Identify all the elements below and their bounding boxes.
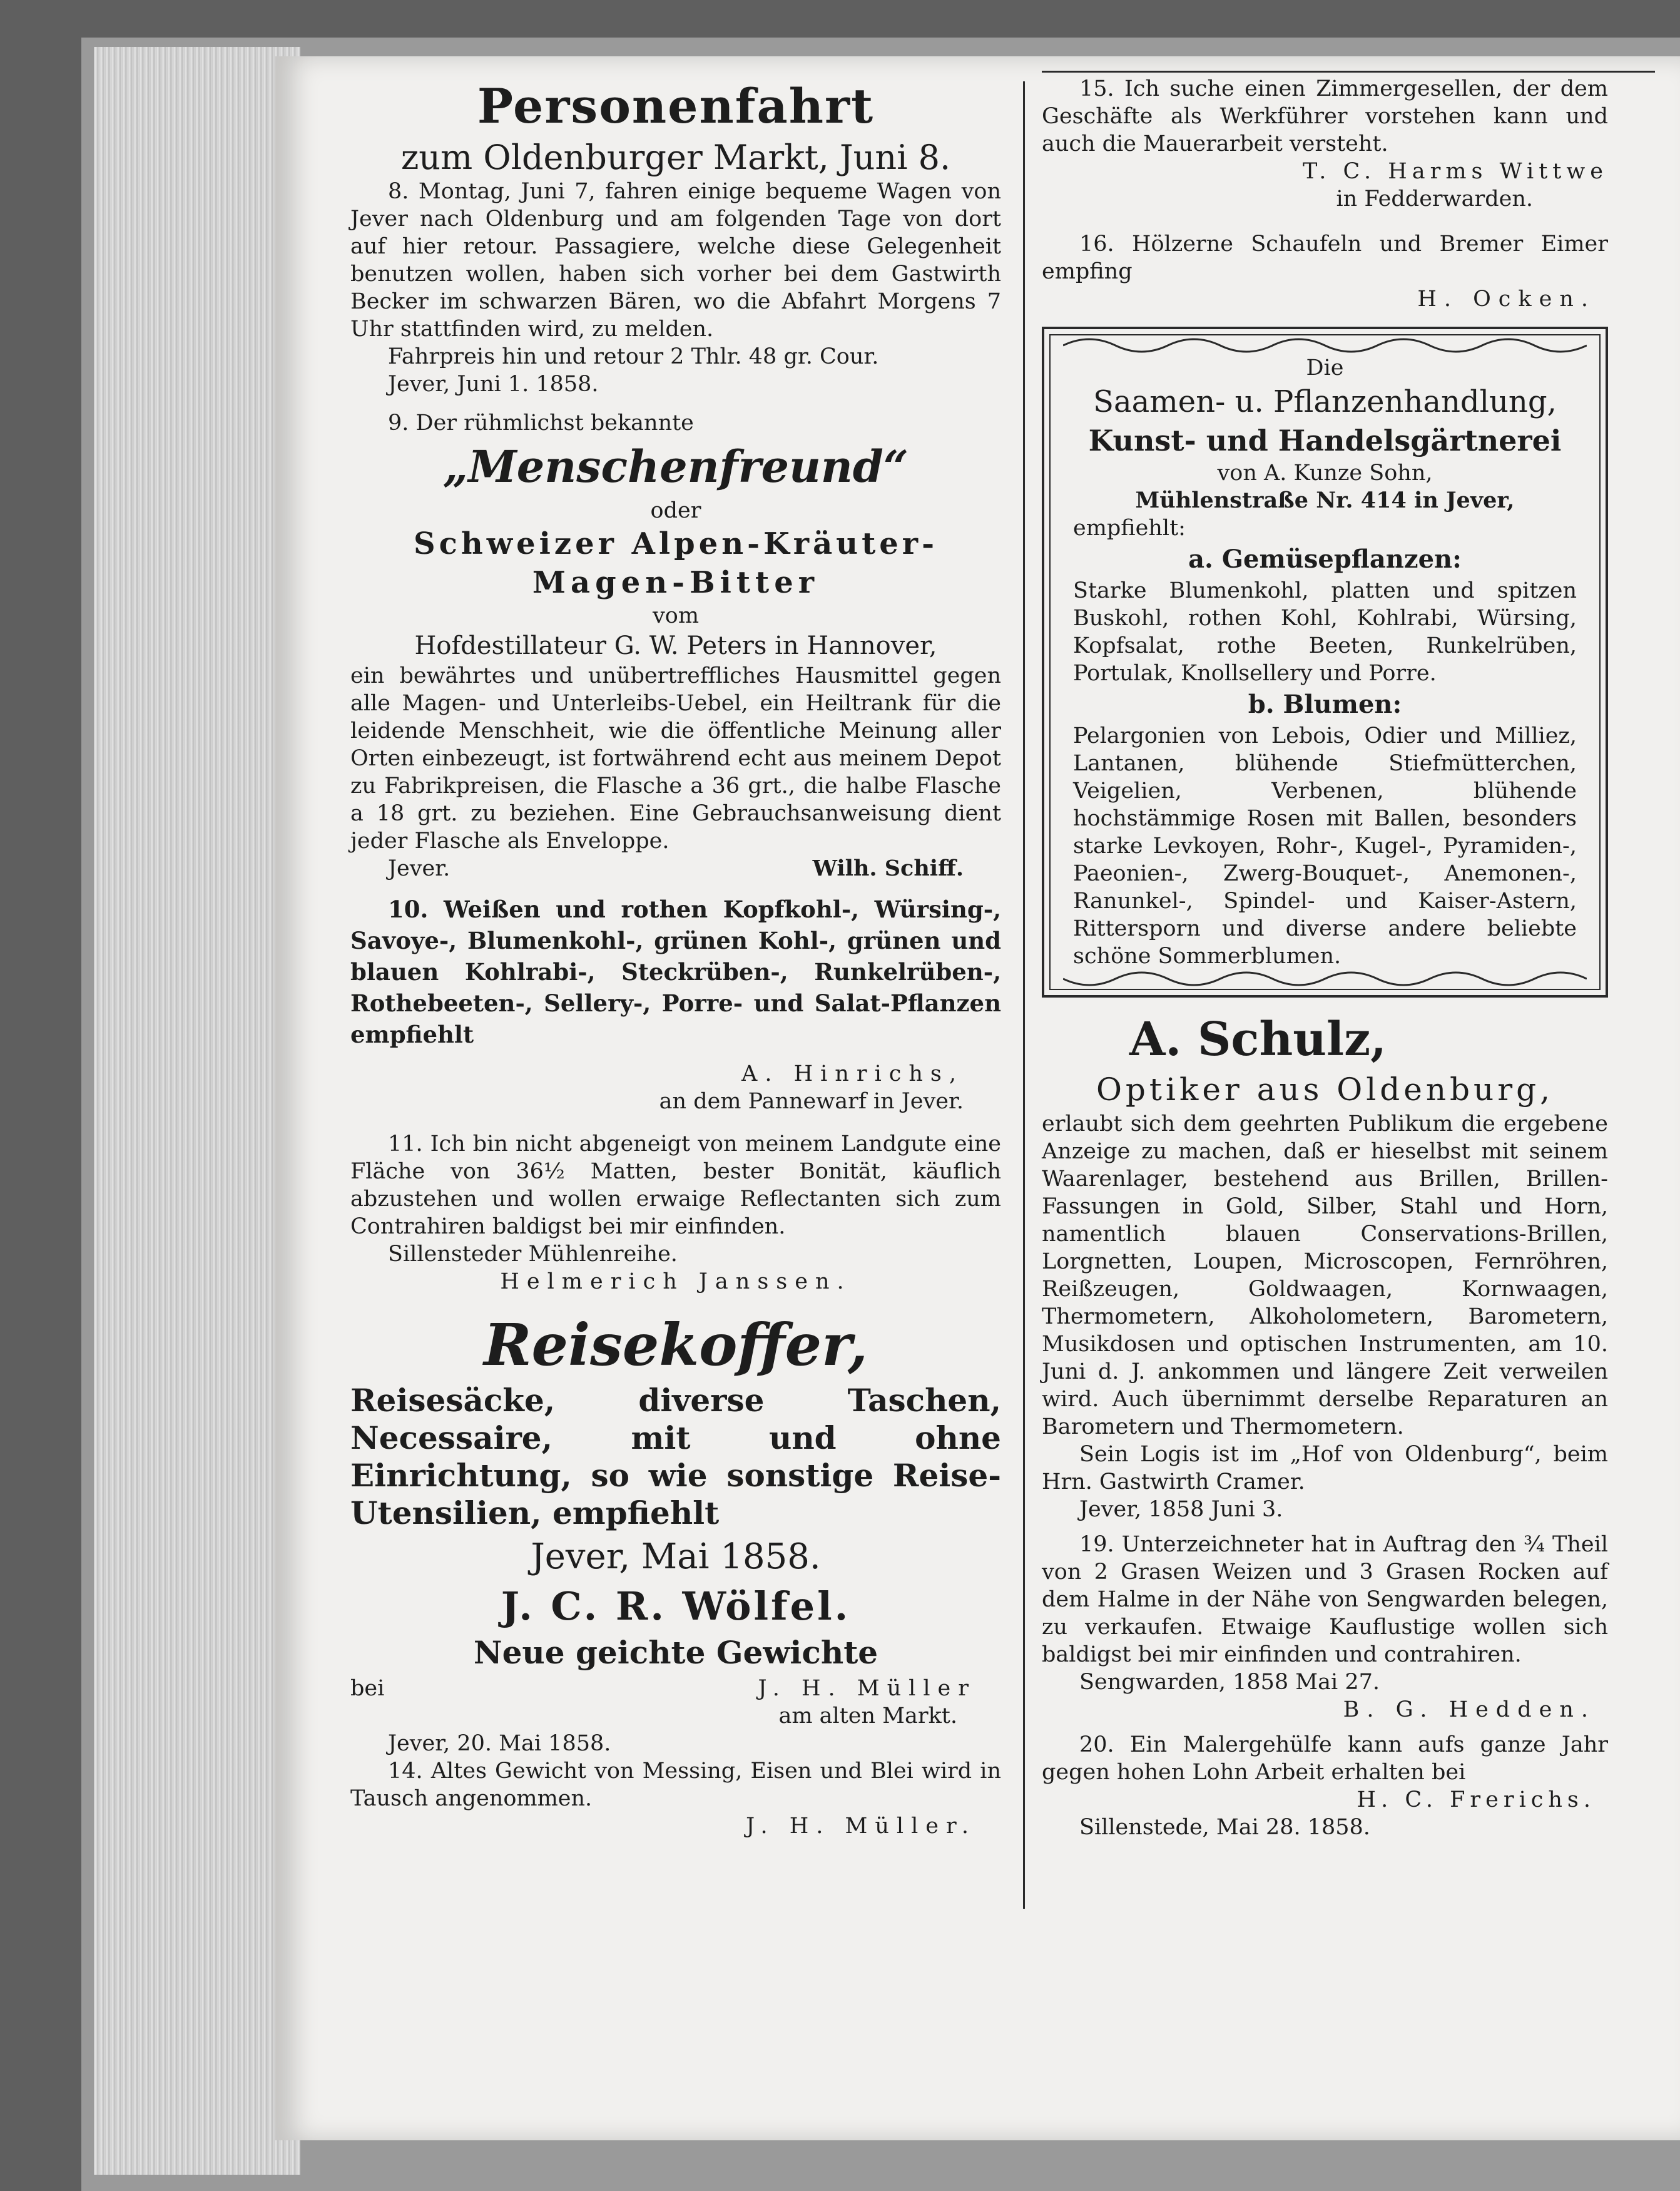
ad9-oder: oder xyxy=(650,498,701,523)
ad18-place-date: Jever, 1858 Juni 3. xyxy=(1079,1497,1283,1522)
column-top-rule xyxy=(1042,71,1655,73)
column-divider xyxy=(1023,81,1025,1909)
page-stack-edge xyxy=(94,47,300,2175)
ad13-title: Neue geichte Gewichte xyxy=(473,1634,878,1671)
ad15-address: in Fedderwarden. xyxy=(1336,186,1533,212)
ad19-body: 19. Unterzeichneter hat in Auftrag den ¾ Theil von 2 Grasen Weizen und 3 Grasen Rocken auf dem Halme in der Nähe von Sengwarden belegen, zu verkaufen. Etwaige Kauflustige wollen sich baldigst bei mir einfinden und contrahiren. xyxy=(1042,1532,1608,1667)
ad9-place: Jever. xyxy=(388,856,451,881)
ad17-address: Mühlenstraße Nr. 414 in Jever, xyxy=(1135,488,1515,513)
ad16-signature: H. Ocken. xyxy=(1417,287,1596,312)
ad18-title: A. Schulz, xyxy=(1129,1013,1387,1066)
ad12-place-date: Jever, Mai 1858. xyxy=(531,1536,821,1577)
ad11-signature: Helmerich Janssen. xyxy=(500,1269,852,1294)
ornament-bottom-icon xyxy=(1063,966,1587,991)
ad9-body: ein bewährtes und unübertreffliches Hausmittel gegen alle Magen- und Unterleibs-Uebel, ein Heiltrank für die leidende Menschheit, wie die öffentliche Meinung aller Orten einbezeugt, ist fortwährend echt aus meinem Depot zu Fabrikpreisen, die Flasche a 36 grt., die halbe Flasche a 18 grt. zu beziehen. Eine Gebrauchsanweisung dient jeder Flasche als Enveloppe. xyxy=(350,663,1001,854)
ad13-address: am alten Markt. xyxy=(778,1703,957,1729)
ad10-address: an dem Pannewarf in Jever. xyxy=(659,1089,964,1114)
ad10-body: 10. Weißen und rothen Kopfkohl-, Würsing-, Savoye-, Blumenkohl-, grünen Kohl-, grünen und blauen Kohlrabi-, Steckrüben-, Runkelrüben-, Rothebeeten-, Sellery-, Porre- und Salat-Pflanzen empfiehlt xyxy=(350,896,1001,1048)
ad8-place-date: Jever, Juni 1. 1858. xyxy=(388,372,599,397)
ad15-signature: T. C. Harms Wittwe xyxy=(1303,159,1608,184)
ad9-signature-row xyxy=(350,855,1001,882)
ad17-von: von A. Kunze Sohn, xyxy=(1217,461,1433,486)
ad9-subtitle-2: Magen-Bitter xyxy=(532,565,820,600)
ad11-place: Sillensteder Mühlenreihe. xyxy=(388,1242,678,1267)
ad9-intro: 9. Der rühmlichst bekannte xyxy=(388,411,694,436)
ad17-title-1: Saamen- u. Pflanzenhandlung, xyxy=(1093,384,1557,419)
ad13-signature: J. H. Müller xyxy=(758,1676,976,1701)
ad17-ornate-box xyxy=(1042,327,1608,998)
ad12-title: Reisekoffer, xyxy=(484,1311,868,1379)
ad18-logis: Sein Logis ist im „Hof von Oldenburg“, beim Hrn. Gastwirth Cramer. xyxy=(1042,1442,1608,1494)
ad13-signature-row xyxy=(350,1675,1001,1702)
ad13-bei: bei xyxy=(350,1676,385,1701)
ad17-empfiehlt: empfiehlt: xyxy=(1073,516,1186,541)
ad20-place-date: Sillenstede, Mai 28. 1858. xyxy=(1079,1815,1370,1840)
ad16-body: 16. Hölzerne Schaufeln und Bremer Eimer empfing xyxy=(1042,232,1608,284)
ad8-price: Fahrpreis hin und retour 2 Thlr. 48 gr. Cour. xyxy=(388,344,879,369)
ad8-subtitle: zum Oldenburger Markt, Juni 8. xyxy=(400,138,951,177)
ad14-signature: J. H. Müller. xyxy=(746,1814,976,1839)
ad14-body: 14. Altes Gewicht von Messing, Eisen und Blei wird in Tausch angenommen. xyxy=(350,1759,1001,1811)
ad9-vom: vom xyxy=(652,603,700,628)
ad8-title: Personenfahrt xyxy=(477,78,875,134)
ad19-place-date: Sengwarden, 1858 Mai 27. xyxy=(1079,1670,1380,1695)
ad17-section-b-heading: b. Blumen: xyxy=(1248,690,1402,719)
ad20-signature: H. C. Frerichs. xyxy=(1357,1787,1596,1812)
ad9-maker: Hofdestillateur G. W. Peters in Hannover, xyxy=(414,631,937,660)
ornament-top-icon xyxy=(1063,333,1587,358)
left-column xyxy=(350,75,1001,1840)
ad17-section-b-body: Pelargonien von Lebois, Odier und Milliez, Lantanen, blühende Stiefmütterchen, Veigelien, Verbenen, blühende hochstämmige Rosen mit Ballen, besonders starke Levkoyen, Rohr-, Kugel-, Pyramiden-, Paeonien-, Zwerg-Bouquet-, Anemonen-, Ranunkel-, Spindel- und Kaiser-Astern, Rittersporn und diverse andere beliebte schöne Sommerblumen. xyxy=(1073,723,1577,969)
ad15-body: 15. Ich suche einen Zimmergesellen, der dem Geschäfte als Werkführer vorstehen kann und auch die Mauerarbeit versteht. xyxy=(1042,76,1608,156)
ad12-body: Reisesäcke, diverse Taschen, Necessaire, mit und ohne Einrichtung, so wie sonstige Reise-Utensilien, empfiehlt xyxy=(350,1382,1001,1531)
ad18-body: erlaubt sich dem geehrten Publikum die ergebene Anzeige zu machen, daß er hieselbst mit seinem Waarenlager, bestehend aus Brillen, Brillen-Fassungen in Gold, Silber, Stahl und Horn, namentlich blauen Conservations-Brillen, Lorgnetten, Loupen, Microscopen, Fernröhren, Reißzeugen, Goldwaagen, Kornwaagen, Thermometern, Alkoholometern, Barometern, Musikdosen und optischen Instrumenten, am 10. Juni d. J. ankommen und längere Zeit verweilen wird. Auch übernimmt derselbe Reparaturen an Barometern und Thermometern. xyxy=(1042,1111,1608,1439)
ad17-title-2: Kunst- und Handelsgärtnerei xyxy=(1088,424,1562,457)
ad17-section-a-heading: a. Gemüsepflanzen: xyxy=(1188,544,1462,574)
ad17-section-a-body: Starke Blumenkohl, platten und spitzen Buskohl, rothen Kohl, Kohlrabi, Würsing, Kopfsalat, rothe Beeten, Runkelrüben, Portulak, Knollsellery und Porre. xyxy=(1073,578,1577,686)
ad9-subtitle-1: Schweizer Alpen-Kräuter- xyxy=(413,526,938,561)
ad9-signature: Wilh. Schiff. xyxy=(812,855,964,881)
ad17-die: Die xyxy=(1306,355,1344,380)
ad19-signature: B. G. Hedden. xyxy=(1343,1697,1596,1722)
ad18-subtitle: Optiker aus Oldenburg, xyxy=(1096,1071,1554,1108)
ad8-body: 8. Montag, Juni 7, fahren einige bequeme Wagen von Jever nach Oldenburg und am folgenden Tage von dort auf hier retour. Passagiere, welche diese Gelegenheit benutzen wollen, haben sich vorher bei dem Gastwirth Becker im schwarzen Bären, wo die Abfahrt Morgens 7 Uhr stattfinden wird, zu melden. xyxy=(350,179,1001,342)
ad11-body: 11. Ich bin nicht abgeneigt von meinem Landgute eine Fläche von 36½ Matten, bester Bonität, käuflich abzustehen und wollen erwaige Reflectanten sich zum Contrahiren baldigst bei mir einfinden. xyxy=(350,1131,1001,1239)
ad9-title: „Menschenfreund“ xyxy=(442,441,909,493)
right-column xyxy=(1042,75,1608,1841)
ad13-place-date: Jever, 20. Mai 1858. xyxy=(388,1731,611,1756)
ad12-signature: J. C. R. Wölfel. xyxy=(501,1583,851,1629)
ad20-body: 20. Ein Malergehülfe kann aufs ganze Jahr gegen hohen Lohn Arbeit erhalten bei xyxy=(1042,1732,1608,1785)
ad10-signature: A. Hinrichs, xyxy=(741,1061,964,1086)
